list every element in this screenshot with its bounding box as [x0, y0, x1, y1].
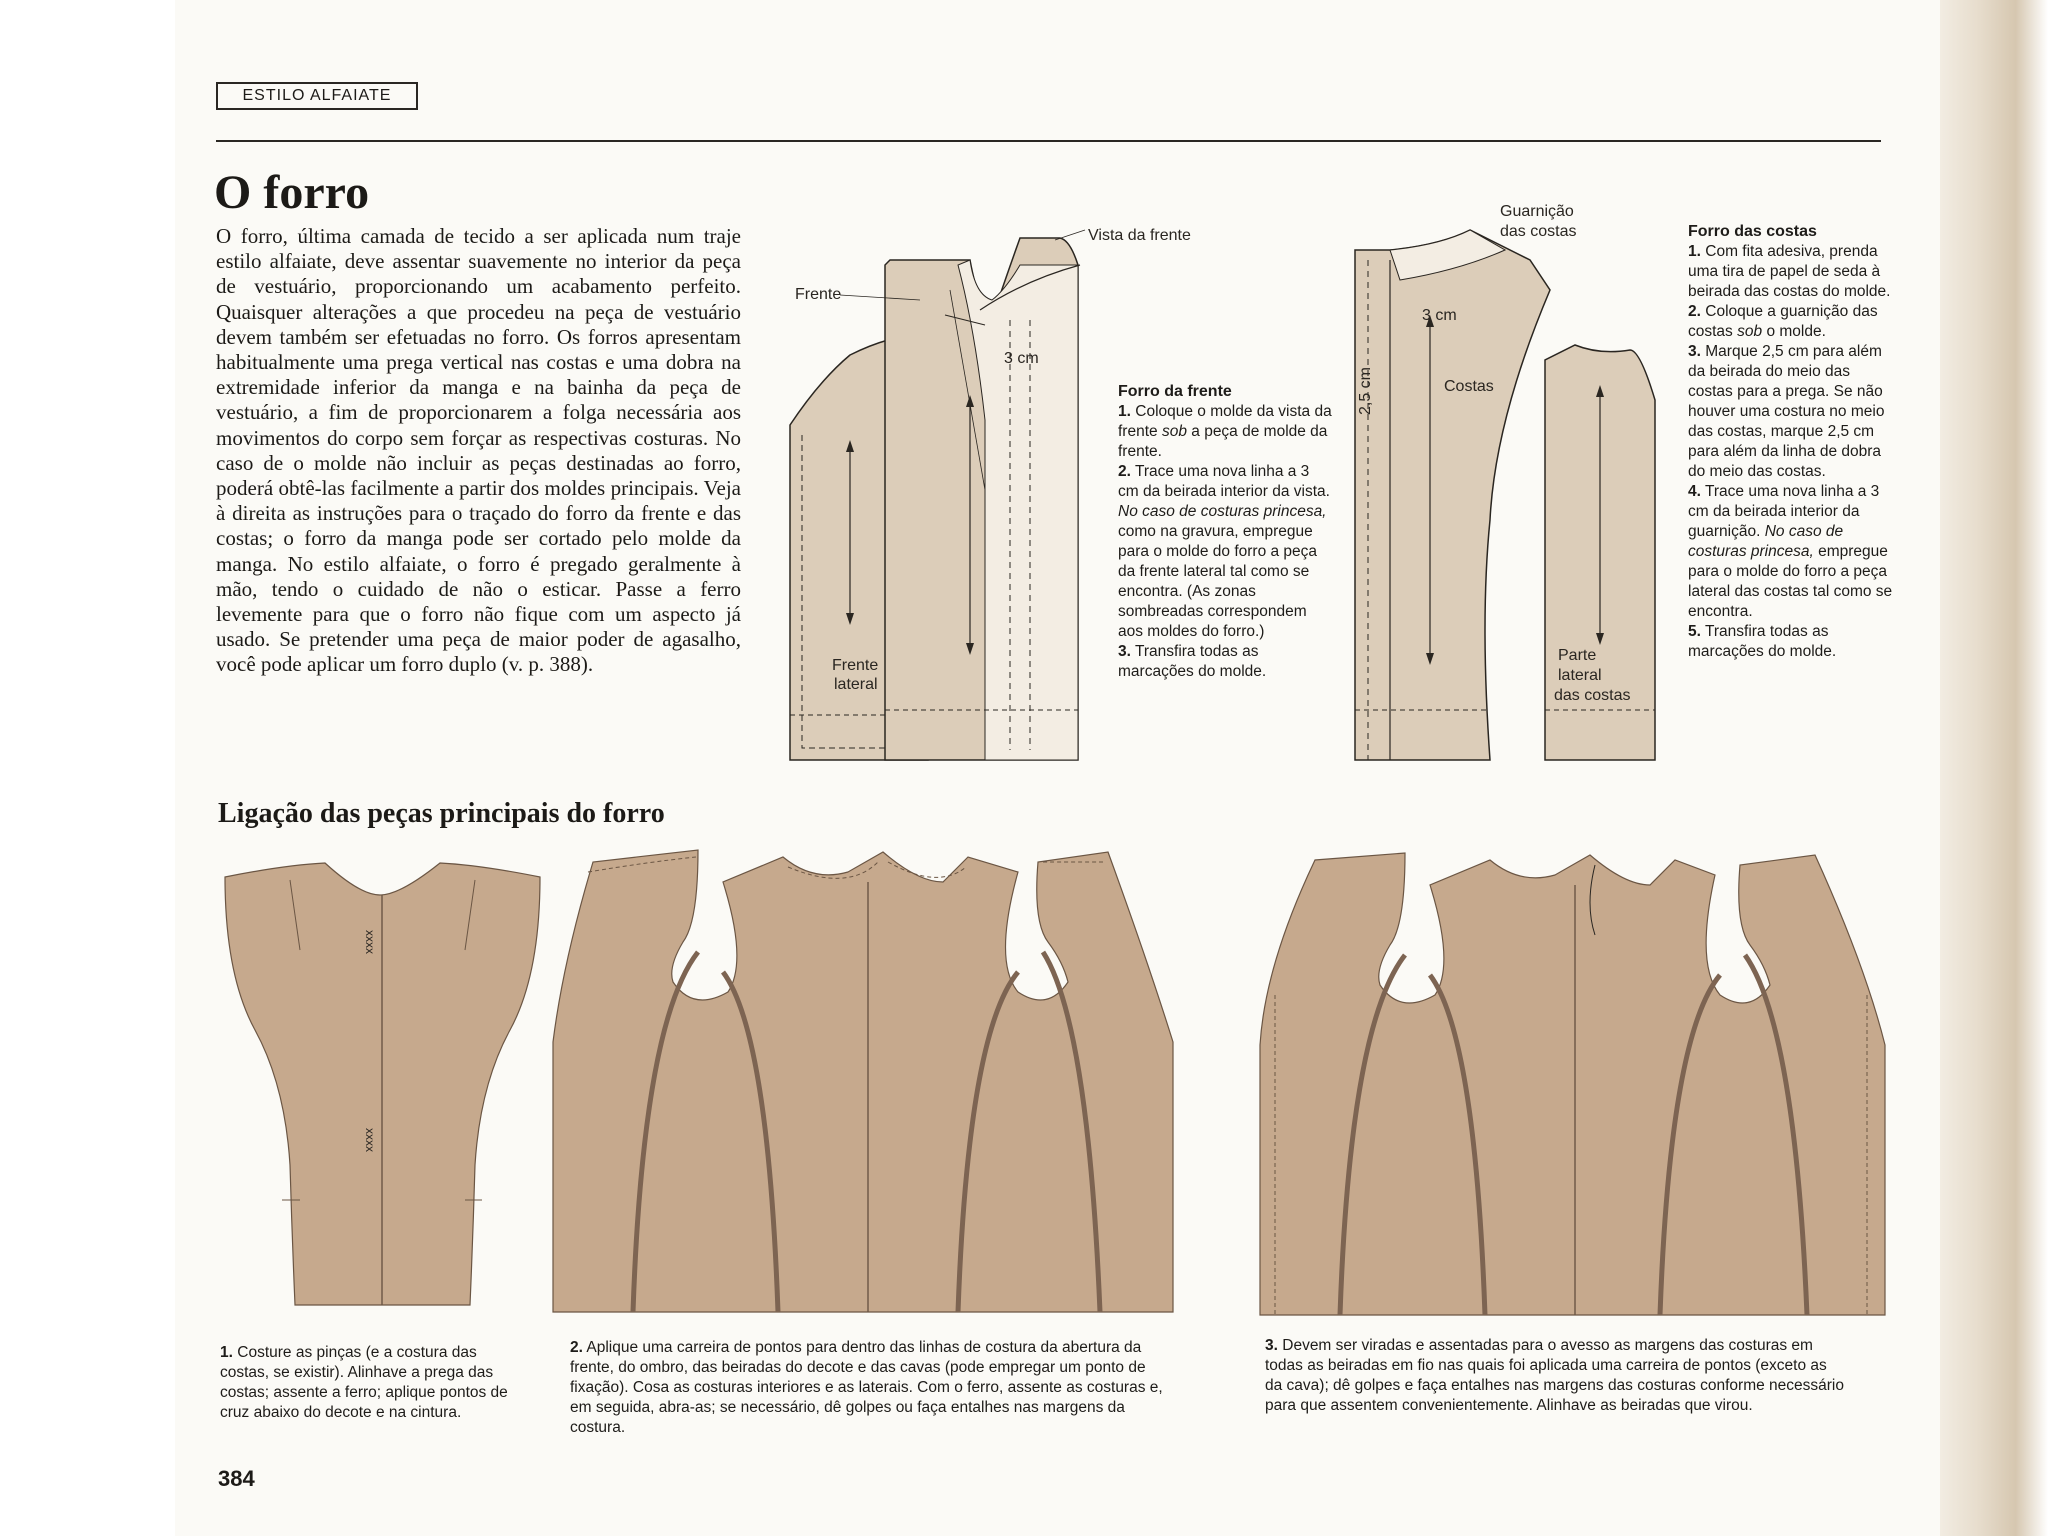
cross-stitch-neck: xxxx [363, 930, 377, 954]
assembly-step-2-illustration [548, 842, 1198, 1317]
label-parte-lateral-1: Parte [1558, 647, 1597, 664]
assembly-caption-2: 2. Aplique uma carreira de pontos para dentro das linhas de costura da abertura da frente, do ombro, das beiradas do decote e das cavas (pode empregar um ponto de fixação). Cosa as costuras interiores e as laterais. Com o ferro, assente as costuras e, em seguida, abra-as; se necessário, dê golpes ou faça entalhes nas margens da costura. [570, 1339, 1163, 1436]
assembly-step-1-illustration [220, 855, 545, 1310]
header-rule [216, 140, 1881, 142]
assembly-heading: Ligação das peças principais do forro [218, 798, 665, 829]
label-guarnicao-1: Guarnição [1500, 203, 1574, 220]
label-2-5cm: 2,5 cm [1357, 366, 1374, 415]
page-edge-shadow [1940, 0, 2048, 1536]
label-frente: Frente [795, 286, 842, 303]
assembly-caption-1: 1. Costure as pinças (e a costura das costas, se existir). Alinhave a prega das costas; assente a ferro; aplique pontos de cruz abaixo do decote e na cintura. [220, 1344, 508, 1421]
cross-stitch-waist: xxxx [363, 1128, 377, 1152]
page-title: O forro [214, 166, 370, 219]
section-label: ESTILO ALFAIATE [216, 82, 418, 110]
label-costas: Costas [1444, 378, 1494, 395]
intro-paragraph: O forro, última camada de tecido a ser aplicada num traje estilo alfaiate, deve assentar suavemente no interior da peça de vestuário, proporcionando um acabamento perfeito. Quaisquer alterações a que procedeu na peça de vestuário devem também ser efetuadas no forro. Os forros apresentam habitualmente uma prega vertical nas costas e uma dobra na extremidade inferior da manga e na bainha da peça de vestuário, a fim de proporcionarem a folga necessária aos movimentos do corpo sem forçar as respectivas costuras. No caso de o molde não incluir as peças destinadas ao forro, poderá obtê-las facilmente a partir dos moldes principais. Veja à direita as instruções para o traçado do forro da frente e das costas; o forro da manga pode ser cortado pelo molde da manga. No estilo alfaiate, o forro é pregado geralmente à mão, tendo o cuidado de não o esticar. Passe a ferro levemente para que o forro não fique com um aspecto já usado. Se pretender uma peça de maior poder de agasalho, você pode aplicar um forro duplo (v. p. 388). [216, 224, 741, 677]
label-guarnicao-2: das costas [1500, 223, 1577, 240]
label-parte-lateral-2: lateral [1558, 667, 1602, 684]
front-lining-heading: Forro da frente [1118, 383, 1232, 400]
label-3cm-front: 3 cm [1004, 350, 1039, 367]
back-lining-heading: Forro das costas [1688, 223, 1817, 240]
back-lining-diagram [1350, 220, 1680, 770]
label-parte-lateral-3: das costas [1554, 687, 1631, 704]
label-3cm-back: 3 cm [1422, 307, 1457, 324]
assembly-caption-3: 3. Devem ser viradas e assentadas para o avesso as margens das costuras em todas as beiradas em fio nas quais foi aplicada uma carreira de pontos (exceto as da cava); dê golpes e faça entalhes nas margens das costuras conforme necessário para que assentem convenientemente. Alinhave as beiradas que virou. [1265, 1337, 1844, 1414]
back-lining-instructions: Forro das costas 1. Com fita adesiva, prenda uma tira de papel de seda à beirada das costas do molde. 2. Coloque a guarnição das costas sob o molde. 3. Marque 2,5 cm para além da beirada do meio das costas para a prega. Se não houver uma costura no meio das costas, marque 2,5 cm para além da linha de dobra do meio das costas. 4. Trace uma nova linha a 3 cm da beirada interior da guarnição. No caso de costuras princesa, empregue para o molde do forro a peça lateral das costas tal como se encontra. 5. Transfira todas as marcações do molde. [1688, 222, 1898, 662]
front-lining-instructions: Forro da frente 1. Coloque o molde da vista da frente sob a peça de molde da frente. 2. Trace uma nova linha a 3 cm da beirada interior da vista. No caso de costuras princesa, como na gravura, empregue para o molde do forro a peça da frente lateral tal como se encontra. (As zonas sombreadas correspondem aos moldes do forro.) 3. Transfira todas as marcações do molde. [1118, 383, 1332, 680]
label-frente-lateral-2: lateral [834, 676, 878, 693]
page-number: 384 [218, 1466, 255, 1491]
assembly-step-3-illustration [1255, 845, 1895, 1320]
label-frente-lateral-1: Frente [832, 657, 879, 674]
label-vista-frente: Vista da frente [1088, 227, 1191, 244]
